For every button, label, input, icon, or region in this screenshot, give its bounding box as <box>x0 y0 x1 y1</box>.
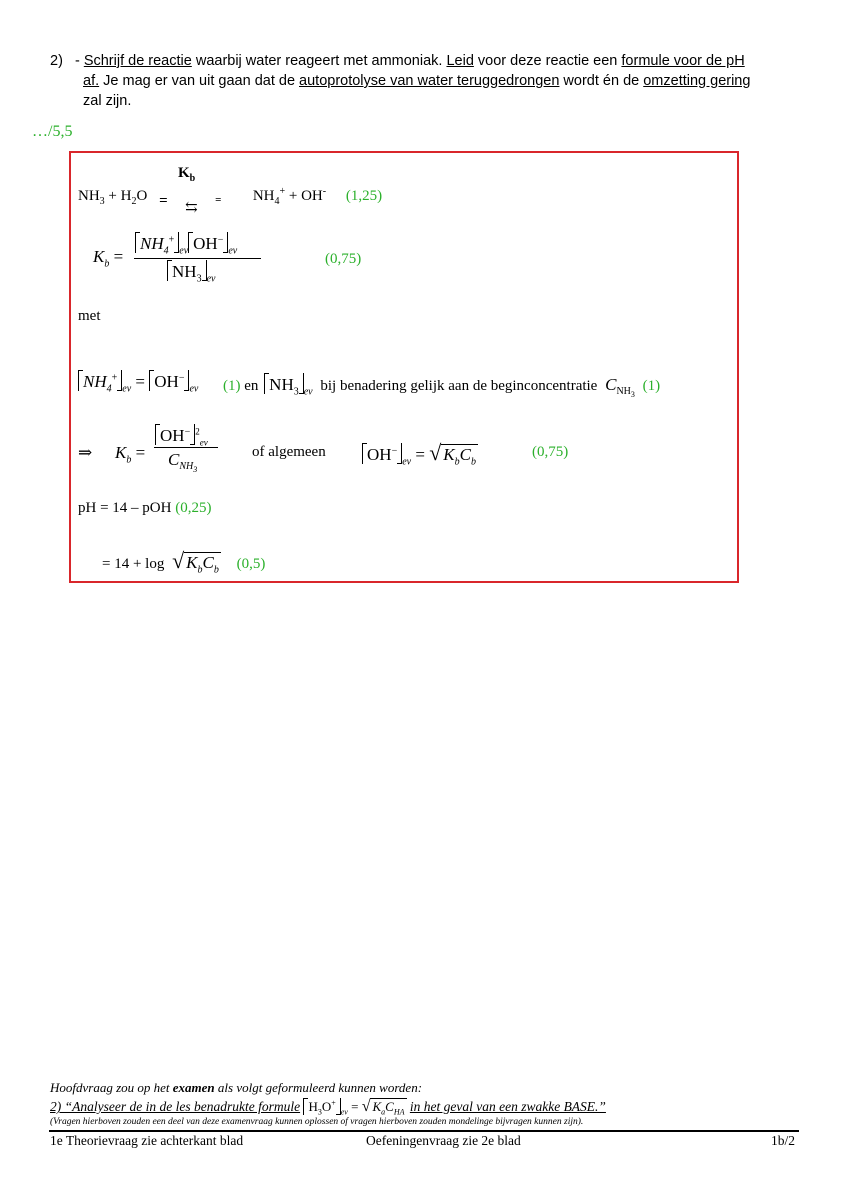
q-part: af. <box>83 73 100 89</box>
question-number: 2) <box>50 53 63 69</box>
exam-question-pre: 2) “Analyseer de in de les benadrukte formule <box>50 1099 301 1114</box>
points-5: (0,75) <box>532 444 569 460</box>
points-6: (0,25) <box>175 500 212 516</box>
implies-arrow-icon: ⇒ <box>78 443 93 462</box>
footer-note: (Vragen hierboven zouden een deel van deze examenvraag kunnen oplossen of vragen hierboven zouden mondelinge bijvragen kunnen zijn). <box>50 1117 584 1127</box>
ph-text: pH = 14 – pOH <box>78 500 172 516</box>
met-text: met <box>78 308 101 324</box>
exam-question-post: in het geval van een zwakke BASE.” <box>409 1099 606 1114</box>
points-4: (1) <box>642 378 661 394</box>
footer-center: Oefeningenvraag zie 2e blad <box>366 1133 521 1148</box>
score-label: …/5,5 <box>32 123 73 140</box>
log-equation: = 14 + log √ $K_bC_b$ (0,5) <box>102 548 266 576</box>
kb-denominator: $NH_3$ $_{ev}$ <box>167 260 215 284</box>
footer-left: 1e Theorievraag zie achterkant blad <box>50 1133 244 1148</box>
ph-equation <box>78 500 211 517</box>
en-text: en <box>244 378 259 394</box>
of-algemeen-text: of algemeen <box>252 444 326 460</box>
kb-approx-symbol: $K_b$ = <box>115 443 146 466</box>
exam-question: 2) “Analyseer de in de les benadrukte formule $H_3O^+_{ev}$ = √ $K_aC_{HA}$ in het geval van een zwakke BASE.” <box>50 1098 606 1117</box>
hoofdvraag-text: Hoofdvraag zou op het examen als volgt geformuleerd kunnen worden: <box>50 1080 423 1095</box>
concentration-text: (1) en $NH_3$ $_{ev}$ bij benadering gelijk aan de beginconcentratie $C_{NH_3}$ (1) <box>223 375 661 400</box>
kb-approx-denominator: $C_{NH_3}$ <box>168 450 198 475</box>
approx-text: bij benadering gelijk aan de beginconcentratie <box>320 378 598 394</box>
q-part: voor deze reactie een <box>473 53 622 69</box>
q-part: formule voor de pH <box>621 53 745 69</box>
concentration-equation: $NH_4^+_{ev} = OH^-_{ev}$ <box>78 370 198 394</box>
points-2: (0,75) <box>325 251 362 267</box>
general-formula: $OH^-_{ev}$ = √ $K_bC_b$ <box>362 440 478 467</box>
q-part: Je mag er van uit gaan dat de <box>99 73 300 89</box>
footer-page-number: 1b/2 <box>771 1133 796 1148</box>
log-text: = 14 + log <box>102 556 165 572</box>
kb-fraction-line <box>134 258 261 259</box>
kb-approx-fraction-line <box>154 447 218 448</box>
points-3: (1) <box>223 378 241 394</box>
answer-box <box>69 151 739 583</box>
kb-over-arrow: $K_b$ <box>178 165 196 184</box>
question-line-2 <box>83 71 750 91</box>
q-part: Schrijf de reactie <box>83 53 192 69</box>
question-dash: - <box>74 53 80 69</box>
kb-approx-numerator: OH− $^2_{ev}$ <box>155 424 208 447</box>
question-line-1 <box>50 51 745 71</box>
q-part: Leid <box>446 53 474 69</box>
points-7: (0,5) <box>236 556 266 572</box>
kb-numerator: $NH_4^+_{ev}$ $OH^-_{ev}$ <box>135 232 237 256</box>
kb-symbol: $K_b$ = <box>93 247 124 270</box>
q-part: autoprotolyse van water teruggedrongen <box>299 73 560 89</box>
question-line-3: zal zijn. <box>83 93 132 109</box>
q-part: wordt én de <box>559 73 644 89</box>
q-part: waarbij water reageert met ammoniak. <box>191 53 447 69</box>
reaction-equation: $NH_3 + H_2O$ = ⇆ = $NH_4^+ + OH^-$ (1,25) <box>78 186 383 216</box>
q-part: omzetting gering <box>643 73 751 89</box>
points-1: (1,25) <box>345 188 383 204</box>
footer-divider <box>49 1130 799 1132</box>
